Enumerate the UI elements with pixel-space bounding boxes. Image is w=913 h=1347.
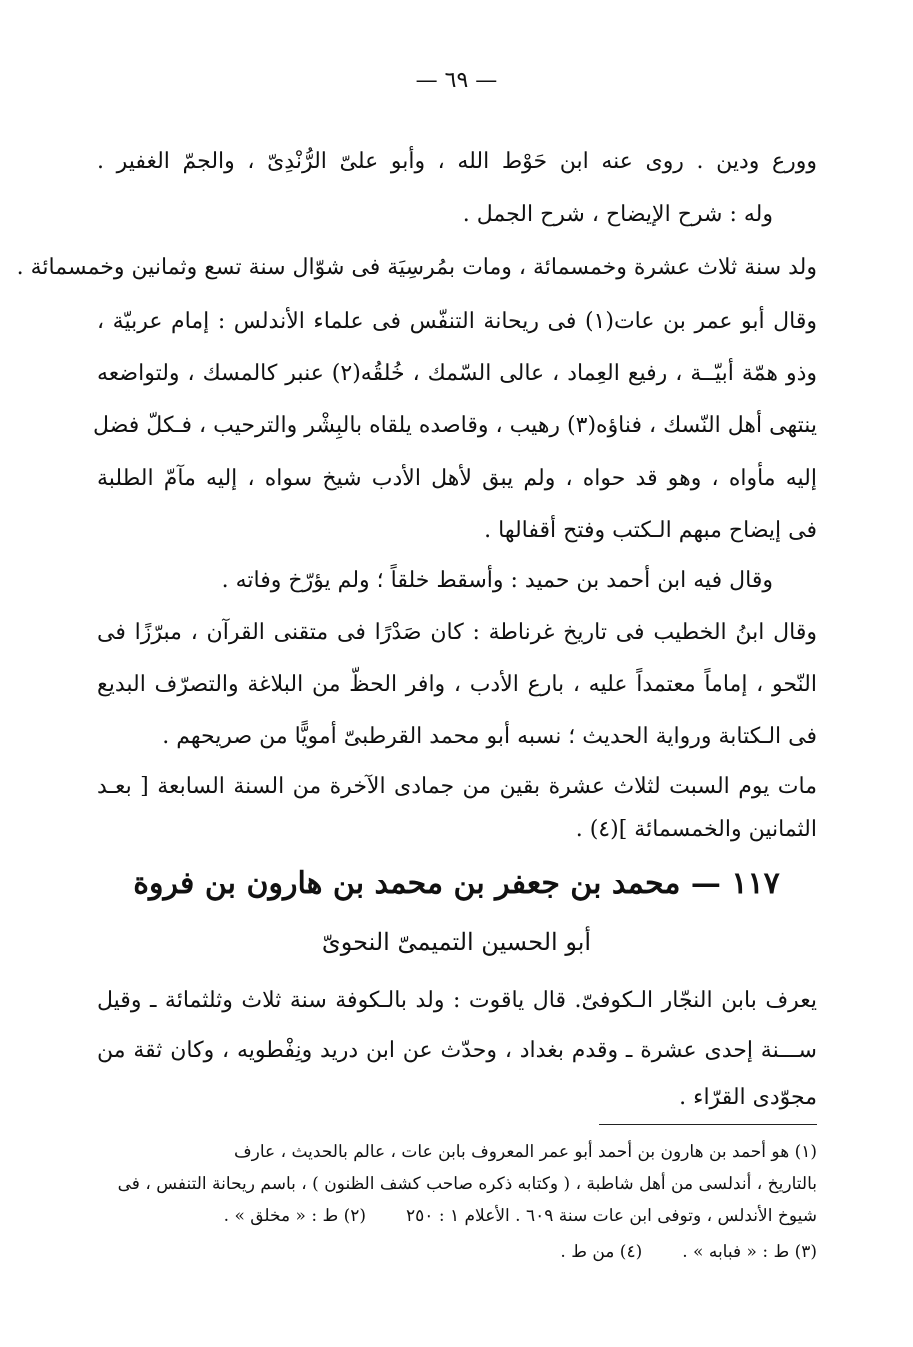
body-line: فى إيضاح مبهم الـكتب وفتح أقفالها . (484, 518, 817, 543)
body-line: الثمانين والخمسمائة ](٤) . (575, 817, 817, 842)
body-line: وقال أبو عمر بن عات(١) فى ريحانة التنفّس فى علماء الأندلس : إمام عربيّة ، (97, 309, 817, 334)
footnote-line: (١) هو أحمد بن هارون بن أحمد أبو عمر المعروف بابن عات ، عالم بالحديث ، عارف (234, 1142, 817, 1162)
footnote-line: بالتاريخ ، أندلسى من أهل شاطبة ، ( وكتابه ذكره صاحب كشف الظنون ) ، باسم ريحانة التنفس ، فى (117, 1174, 817, 1194)
page-number: — ٦٩ — (415, 68, 498, 93)
body-line: إليه مأواه ، وهو قد حواه ، ولم يبق لأهل الأدب شيخ سواه ، إليه مآمّ الطلبة (97, 466, 817, 491)
body-line: وذو همّة أبيّــة ، رفيع العِماد ، عالى السّمك ، خُلقُه(٢) عنبر كالمسك ، ولتواضعه (97, 361, 817, 386)
footnote-1-end: شيوخ الأندلس ، وتوفى ابن عات سنة ٦٠٩ . الأعلام ١ : ٢٥٠ (406, 1206, 817, 1226)
footnote-3: (٣) ط : « فبابه » . (682, 1242, 817, 1262)
footnote-row (97, 1204, 817, 1228)
footnote-2: (٢) ط : « مخلق » . (223, 1206, 367, 1226)
footnote-row (97, 1240, 817, 1264)
body-line: النّحو ، إماماً معتمداً عليه ، بارع الأدب ، وافر الحظّ من البلاغة والتصرّف البديع (97, 672, 817, 697)
entry-subheading: أبو الحسين التميمىّ النحوىّ (321, 928, 592, 956)
body-line: وقال ابنُ الخطيب فى تاريخ غرناطة : كان صَدْرًا فى متقنى القرآن ، مبرّزًا فى (97, 620, 817, 645)
body-line: فى الـكتابة ورواية الحديث ؛ نسبه أبو محمد القرطبىّ أمويًّا من صريحهم . (162, 724, 817, 749)
body-line: وقال فيه ابن أحمد بن حميد : وأسقط خلقاً ؛ ولم يؤرّخ وفاته . (221, 568, 773, 593)
body-line: يعرف بابن النجّار الـكوفىّ. قال ياقوت : ولد بالـكوفة سنة ثلاث وثلثمائة ـ وقيل (97, 988, 817, 1013)
body-line: ينتهى أهل النّسك ، فناؤه(٣) رهيب ، وقاصده يلقاه بالبِشْر والترحيب ، فـكلّ فضل (93, 413, 817, 438)
footnote-4: (٤) من ط . (560, 1242, 643, 1262)
body-line: مات يوم السبت لثلاث عشرة بقين من جمادى الآخرة من السنة السابعة [ بعـد (97, 774, 817, 799)
body-line: ولد سنة ثلاث عشرة وخمسمائة ، ومات بمُرسِيَة فى شوّال سنة تسع وثمانين وخمسمائة . (16, 255, 817, 280)
body-line: ســـنة إحدى عشرة ـ وقدم بغداد ، وحدّث عن ابن دريد ونِفْطويه ، وكان ثقة من (97, 1038, 817, 1063)
entry-heading: ١١٧ — محمد بن جعفر بن محمد بن هارون بن فروة (133, 866, 780, 901)
body-line: مجوّدى القرّاء . (679, 1085, 817, 1110)
body-line: وله : شرح الإيضاح ، شرح الجمل . (462, 202, 773, 227)
body-line: وورع ودين . روى عنه ابن حَوْط الله ، وأبو علىّ الرُّنْدِىّ ، والجمّ الغفير . (97, 149, 817, 174)
footnote-divider (599, 1124, 817, 1125)
